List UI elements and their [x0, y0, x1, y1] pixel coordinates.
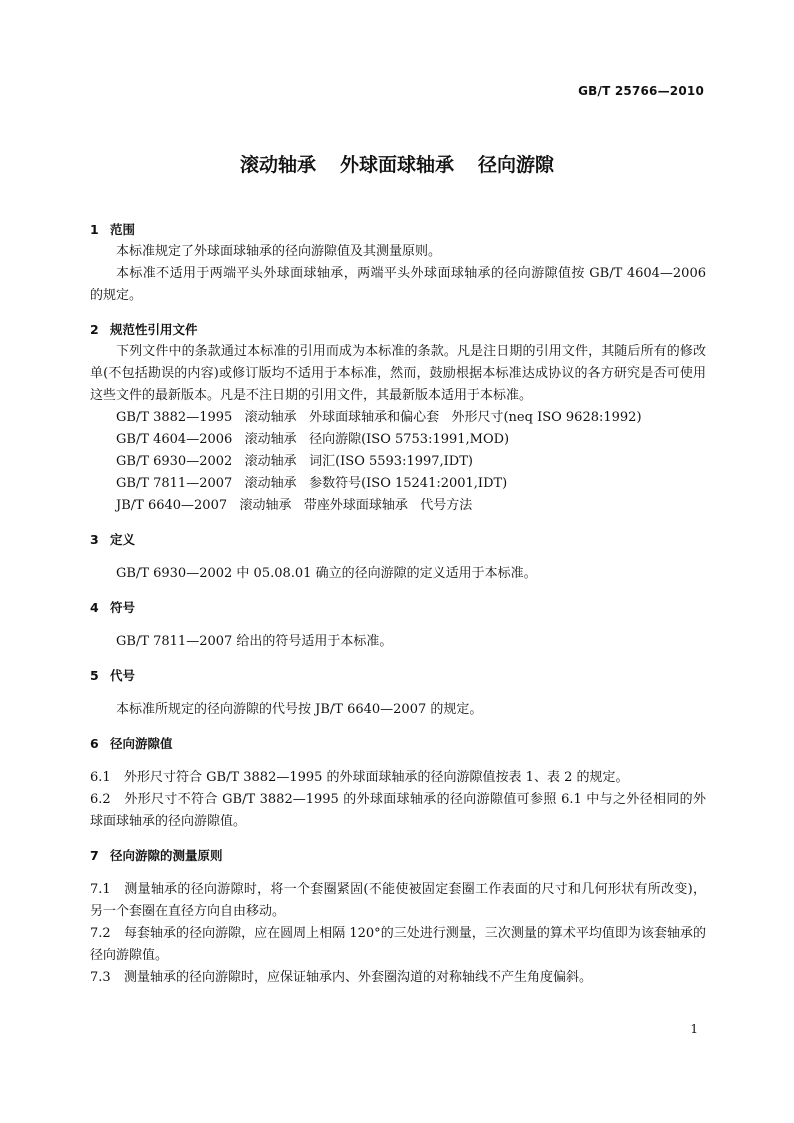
paragraph: 本标准规定了外球面球轴承的径向游隙值及其测量原则。 — [116, 244, 442, 259]
normative-reference: GB/T 7811—2007 滚动轴承 参数符号(ISO 15241:2001,IDT) — [116, 476, 508, 491]
paragraph: 本标准不适用于两端平头外球面球轴承，两端平头外球面球轴承的径向游隙值按 GB/T 4604—2006 的规定。 — [90, 266, 706, 303]
section-heading-1: 1 范围 — [90, 222, 136, 237]
paragraph: GB/T 6930—2002 中 05.08.01 确立的径向游隙的定义适用于本标准。 — [116, 566, 537, 581]
section-heading-3: 3 定义 — [90, 532, 136, 547]
section-heading-2: 2 规范性引用文件 — [90, 322, 198, 337]
clause-6-2: 6.2 外形尺寸不符合 GB/T 3882—1995 的外球面球轴承的径向游隙值可参照 6.1 中与之外径相同的外球面球轴承的径向游隙值。 — [90, 792, 706, 829]
page-number: 1 — [690, 1022, 698, 1036]
section-heading-7: 7 径向游隙的测量原则 — [90, 848, 223, 863]
paragraph: 下列文件中的条款通过本标准的引用而成为本标准的条款。凡是注日期的引用文件，其随后所有的修改单(不包括勘误的内容)或修订版均不适用于本标准，然而，鼓励根据本标准达成协议的各方研究是否可使用这些文件的最新版本。凡是不注日期的引用文件，其最新版本适用于本标准。 — [90, 344, 706, 403]
section-heading-5: 5 代号 — [90, 668, 136, 683]
title-part-2: 外球面球轴承 — [339, 154, 454, 176]
document-title — [0, 150, 794, 177]
section-heading-6: 6 径向游隙值 — [90, 736, 173, 751]
paragraph: 本标准所规定的径向游隙的代号按 JB/T 6640—2007 的规定。 — [116, 702, 483, 717]
clause-7-2: 7.2 每套轴承的径向游隙，应在圆周上相隔 120°的三处进行测量，三次测量的算术平均值即为该套轴承的径向游隙值。 — [90, 926, 706, 963]
title-part-1: 滚动轴承 — [239, 154, 316, 176]
standard-id: GB/T 25766—2010 — [578, 84, 704, 98]
normative-reference: JB/T 6640—2007 滚动轴承 带座外球面球轴承 代号方法 — [116, 498, 473, 513]
normative-reference: GB/T 3882—1995 滚动轴承 外球面球轴承和偏心套 外形尺寸(neq ISO 9628:1992) — [116, 410, 642, 425]
clause-7-1: 7.1 测量轴承的径向游隙时，将一个套圈紧固(不能使被固定套圈工作表面的尺寸和几何形状有所改变)，另一个套圈在直径方向自由移动。 — [90, 882, 706, 919]
normative-reference: GB/T 6930—2002 滚动轴承 词汇(ISO 5593:1997,IDT) — [116, 454, 473, 469]
clause-6-1: 6.1 外形尺寸符合 GB/T 3882—1995 的外球面球轴承的径向游隙值按表 1、表 2 的规定。 — [90, 770, 629, 785]
document-body — [90, 219, 706, 989]
paragraph: GB/T 7811—2007 给出的符号适用于本标准。 — [116, 634, 393, 649]
title-part-3: 径向游隙 — [478, 154, 555, 176]
clause-7-3: 7.3 测量轴承的径向游隙时，应保证轴承内、外套圈沟道的对称轴线不产生角度偏斜。 — [90, 970, 593, 985]
normative-reference: GB/T 4604—2006 滚动轴承 径向游隙(ISO 5753:1991,MOD) — [116, 432, 510, 447]
section-heading-4: 4 符号 — [90, 600, 136, 615]
